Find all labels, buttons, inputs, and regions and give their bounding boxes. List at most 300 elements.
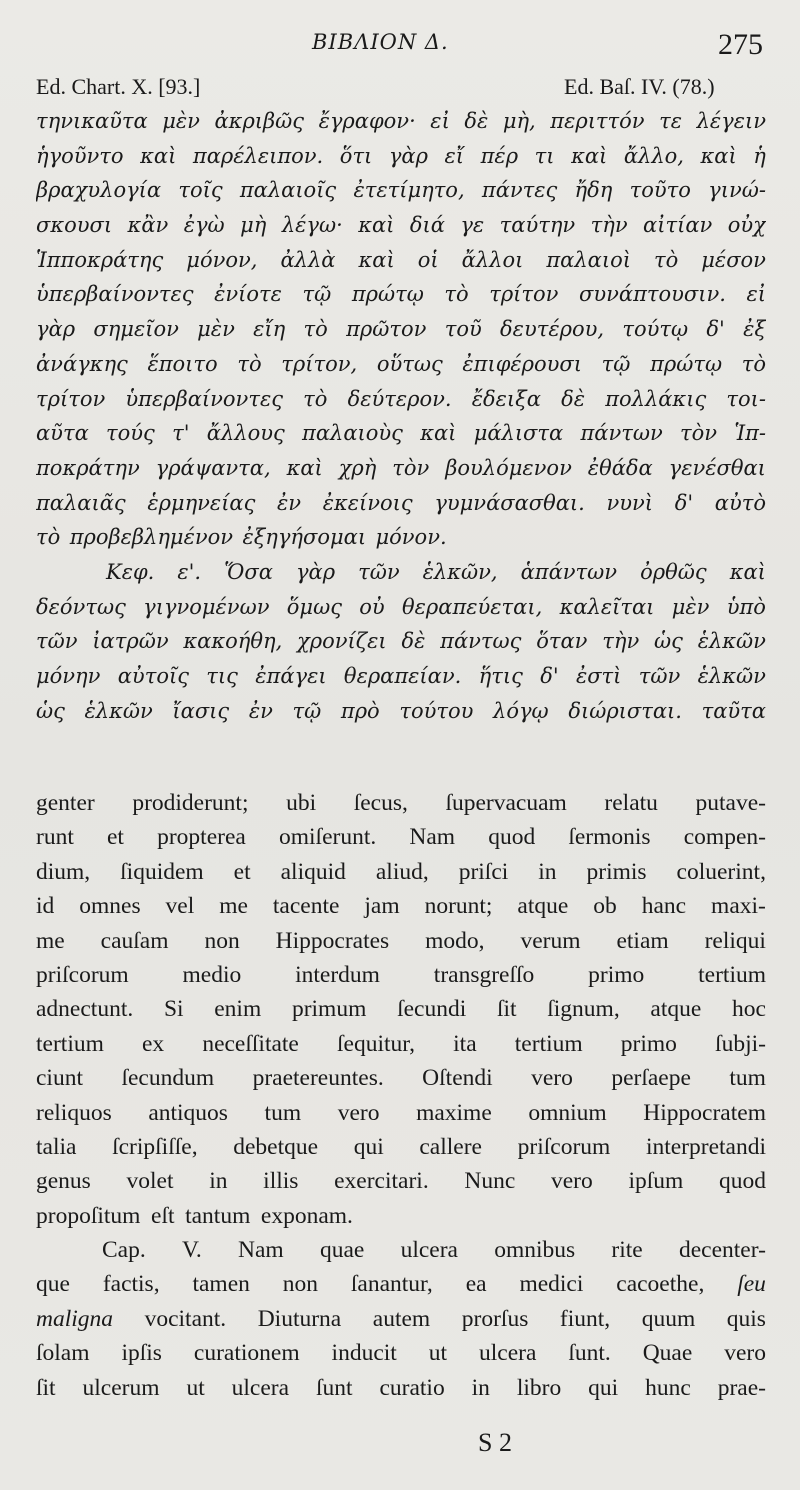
- word: ita: [453, 1030, 477, 1057]
- word: οὐχ: [727, 213, 766, 238]
- word: ταῦτα: [701, 698, 766, 723]
- word: ſit: [36, 1374, 56, 1401]
- word: ὡς: [654, 629, 683, 654]
- text-line: [36, 277, 766, 312]
- word: vocitant.: [144, 1305, 227, 1332]
- word: ἐνίοτε: [214, 282, 282, 307]
- word: ἑλκῶν: [697, 664, 766, 688]
- word: qui: [588, 1374, 619, 1401]
- text-line: [36, 1336, 766, 1370]
- word: quis: [726, 1305, 766, 1332]
- word: ſcripſiſſe,: [112, 1133, 198, 1160]
- word: ἄλλους: [206, 421, 285, 446]
- word: ἴασις: [172, 698, 230, 723]
- word: χρὴ: [338, 455, 377, 480]
- word: priſci: [458, 858, 509, 885]
- word: ποκράτην: [36, 455, 140, 480]
- word: εἴη: [253, 317, 286, 342]
- text-line: [36, 1302, 766, 1336]
- word: interdum: [295, 961, 380, 988]
- edition-reference-basel: Ed. Baſ. IV. (78.): [564, 74, 715, 99]
- text-line: [36, 1233, 766, 1267]
- word: εἴ: [444, 143, 465, 168]
- word: βραχυλογία: [36, 178, 162, 203]
- word: ἐπάγει: [255, 664, 327, 688]
- word: ex: [142, 1030, 165, 1057]
- word: γενέσθαι: [668, 455, 766, 480]
- word: ἐξ: [743, 317, 766, 342]
- word: νυνὶ: [606, 490, 654, 515]
- text-line: [36, 555, 766, 590]
- word: μάλιστα: [473, 421, 564, 446]
- word: et: [233, 858, 251, 885]
- word: Diuturna: [257, 1305, 342, 1332]
- word: Κεφ.: [106, 559, 155, 584]
- word: dium,: [36, 858, 91, 885]
- word: debetque: [233, 1133, 319, 1160]
- word: τοῦτο: [629, 178, 691, 203]
- word: εἰ: [746, 282, 766, 307]
- word: compen-: [683, 824, 766, 851]
- word: vel: [165, 893, 195, 920]
- word: reliquos: [36, 1099, 112, 1126]
- word: ἐστὶ: [575, 664, 622, 688]
- word: αὐτοῖς: [117, 664, 189, 688]
- word: quum: [641, 1305, 696, 1332]
- word: Quae: [642, 1340, 693, 1367]
- word: propterea: [157, 824, 246, 851]
- word: non: [204, 927, 240, 954]
- word: τρίτον,: [281, 351, 358, 376]
- word: ſolam: [36, 1340, 90, 1367]
- word: αἰτίαν: [643, 213, 713, 238]
- word: tum: [264, 1099, 302, 1126]
- word: maxime: [416, 1099, 492, 1126]
- word: exponam.: [260, 1202, 353, 1229]
- word: vero: [551, 1168, 593, 1195]
- text-line: [36, 1164, 766, 1198]
- word: τῶν: [36, 629, 78, 654]
- word: factis,: [102, 1271, 160, 1298]
- word: βουλόμενον: [445, 455, 572, 480]
- text-line: [36, 659, 766, 694]
- word: aliud,: [375, 858, 429, 885]
- word: omnes: [79, 893, 141, 920]
- word: παρέλειπον.: [192, 143, 324, 168]
- word: me: [36, 927, 65, 954]
- word: omnibus: [494, 1237, 576, 1264]
- word: ἐν: [248, 698, 273, 723]
- signature-mark: S 2: [478, 1428, 512, 1457]
- word: κακοήθη,: [183, 629, 283, 654]
- word: talia: [36, 1133, 77, 1160]
- word: ἀλλὰ: [280, 247, 336, 272]
- running-title: BIBΛΙΟΝ Δ.: [312, 30, 449, 54]
- word: rite: [611, 1237, 643, 1264]
- word: τὴν: [590, 213, 628, 238]
- word: πάντως: [440, 629, 522, 654]
- word: Si: [163, 996, 184, 1023]
- word: maxi-: [711, 893, 766, 920]
- word: priſcorum: [36, 961, 129, 988]
- word: δ': [674, 490, 694, 515]
- word: ἐκείνοις: [322, 490, 413, 515]
- word: αὐτὸ: [714, 490, 766, 515]
- word: λέγω·: [281, 213, 343, 238]
- word: οἱ: [417, 247, 439, 272]
- text-line: [36, 347, 766, 382]
- word: καλεῖται: [559, 594, 655, 619]
- word: μὴ,: [502, 109, 536, 133]
- word: ε'.: [177, 559, 202, 584]
- word: prae-: [717, 1374, 766, 1401]
- word: ea: [465, 1271, 487, 1298]
- word: medio: [182, 961, 242, 988]
- word: que: [36, 1271, 70, 1298]
- word: ſequitur,: [337, 1030, 416, 1057]
- word: ἁπάντων: [520, 559, 618, 584]
- word: quod: [488, 824, 536, 851]
- word: ὀρθῶς: [640, 559, 707, 584]
- text-line: [36, 416, 766, 451]
- word: illis: [263, 1168, 299, 1195]
- word: non: [282, 1271, 318, 1298]
- word: πρὸ: [340, 698, 380, 723]
- word: οὕτως: [376, 351, 443, 376]
- text-line: [36, 243, 766, 278]
- word: τε: [659, 109, 683, 133]
- word: quae: [319, 1237, 365, 1264]
- word: διώρισται.: [568, 698, 682, 723]
- word: tertium: [36, 1030, 104, 1057]
- word: ſunt: [315, 1374, 353, 1401]
- word: τ': [172, 421, 190, 446]
- word: ulcera: [231, 1374, 290, 1401]
- text-line: [36, 173, 766, 208]
- word: runt: [36, 824, 74, 851]
- word: δευτέρου,: [500, 317, 605, 342]
- word: et: [107, 824, 124, 851]
- text-line: [36, 486, 766, 521]
- edition-reference-chartier: Ed. Chart. X. [93.]: [36, 74, 201, 99]
- word: fiunt,: [559, 1305, 611, 1332]
- text-line: [36, 520, 766, 555]
- word: Hippocratem: [643, 1099, 766, 1126]
- word: τὸ: [653, 247, 679, 272]
- word: ut: [428, 1340, 448, 1367]
- word: cauſam: [100, 927, 169, 954]
- word: ἄλλοι: [461, 247, 524, 272]
- text-line: [36, 1267, 766, 1301]
- word: λέγειν: [696, 109, 766, 133]
- word: ἐτετίμητο,: [353, 178, 465, 203]
- word: Ἱπ-: [734, 421, 766, 446]
- word: ſecundi: [397, 996, 467, 1023]
- word: ſignum,: [547, 996, 620, 1023]
- word: καὶ: [571, 143, 608, 168]
- running-head: [0, 28, 800, 68]
- word: atque: [517, 893, 569, 920]
- word: συνάπτουσιν.: [579, 282, 726, 307]
- word: πέρ: [480, 143, 519, 168]
- word: putave-: [695, 790, 766, 816]
- text-line: [36, 924, 766, 958]
- text-line: [36, 694, 766, 729]
- word: τὸν: [392, 455, 430, 480]
- word: τοῖς: [178, 178, 223, 203]
- word: enim: [214, 996, 262, 1023]
- word: ὑπερβαίνοντες: [36, 282, 194, 307]
- word: norunt;: [424, 893, 493, 920]
- word: ſunt.: [568, 1340, 611, 1367]
- text-line: [36, 624, 766, 659]
- word: δ': [540, 664, 559, 688]
- word: ὅτι: [339, 143, 373, 168]
- text-line: [36, 992, 766, 1026]
- word: τούτου: [399, 698, 474, 723]
- word: καὶ: [286, 455, 323, 480]
- word: atque: [650, 996, 702, 1023]
- word: ut: [186, 1374, 205, 1401]
- word: σκουσι: [36, 213, 113, 238]
- word: ulcera: [400, 1237, 458, 1264]
- word: ἐξηγήσομαι: [242, 525, 367, 550]
- word: περιττόν: [550, 109, 645, 133]
- word: genter: [36, 790, 95, 816]
- word: ἐπιφέρουσι: [462, 351, 582, 376]
- word: callere: [419, 1133, 482, 1160]
- word: etiam: [616, 927, 669, 954]
- word: γε: [460, 213, 485, 238]
- word: καὶ: [420, 421, 457, 446]
- word: δεόντως: [36, 594, 126, 619]
- word: πρῶτον: [346, 317, 427, 342]
- word: θεραπεύεται,: [402, 594, 543, 619]
- word: θεραπείαν.: [343, 664, 462, 688]
- word: ἐγὼ: [183, 213, 225, 238]
- word: μὴ: [240, 213, 267, 238]
- word: διά: [409, 213, 445, 238]
- word: δὲ: [401, 629, 426, 654]
- word: καὶ: [729, 559, 766, 584]
- word: ὅταν: [536, 629, 588, 654]
- word: Cap.: [102, 1237, 146, 1264]
- word: in: [538, 858, 557, 885]
- word: πολλάκις: [605, 386, 707, 411]
- word: reliqui: [704, 927, 766, 954]
- text-line: [36, 958, 766, 992]
- word: γιγνομένων: [143, 594, 270, 619]
- word: quod: [718, 1168, 766, 1195]
- text-line: [36, 139, 766, 174]
- word: γυμνάσασθαι.: [434, 490, 585, 515]
- word: ulcerum: [82, 1374, 160, 1401]
- word: τῶν: [638, 664, 681, 688]
- word: maligna: [36, 1305, 114, 1332]
- word: τούς: [106, 421, 155, 446]
- word: qui: [353, 1133, 384, 1160]
- word: μὲν: [162, 109, 200, 133]
- word: τὸ: [444, 282, 469, 307]
- word: ob: [593, 893, 617, 920]
- word: τῷ: [302, 282, 332, 307]
- word: τι: [534, 143, 555, 168]
- word: τῷ: [292, 698, 322, 723]
- word: ſermonis: [568, 824, 651, 851]
- word: Oſtendi: [422, 1065, 493, 1092]
- word: primo: [620, 1030, 677, 1057]
- word: παλαιοὶ: [546, 247, 631, 272]
- word: δὲ: [464, 109, 489, 133]
- word: ἤδη: [574, 178, 613, 203]
- word: ἑρμηνείας: [147, 490, 256, 515]
- word: id: [36, 893, 55, 920]
- word: libro: [516, 1374, 562, 1401]
- page-number: 275: [718, 28, 763, 61]
- word: ἡγοῦντο: [36, 143, 124, 168]
- word: primo: [588, 961, 645, 988]
- word: ἑλκῶν: [697, 629, 766, 654]
- word: καὶ: [700, 143, 737, 168]
- word: πάντες: [481, 178, 558, 203]
- word: τῷ: [601, 351, 631, 376]
- word: aliquid: [280, 858, 346, 885]
- word: τρίτον: [489, 282, 559, 307]
- word: γράψαντα,: [155, 455, 271, 480]
- word: hoc: [732, 996, 766, 1023]
- word: antiquos: [148, 1099, 228, 1126]
- word: εἰ: [430, 109, 450, 133]
- word: ulcera: [478, 1340, 537, 1367]
- word: vero: [531, 1065, 573, 1092]
- word: σημεῖον: [93, 317, 179, 342]
- text-line: [36, 1371, 766, 1405]
- word: interpretandi: [645, 1133, 766, 1160]
- word: ἰατρῶν: [92, 629, 169, 654]
- text-line: [36, 208, 766, 243]
- word: ſit: [496, 996, 517, 1023]
- text-line: [36, 786, 766, 820]
- word: τὴν: [602, 629, 640, 654]
- word: omiſerunt.: [278, 824, 377, 851]
- word: curationem: [193, 1340, 300, 1367]
- word: relatu: [604, 790, 658, 816]
- word: ipſis: [121, 1340, 162, 1367]
- text-line: [36, 1130, 766, 1164]
- word: τις: [206, 664, 238, 688]
- word: γινώ-: [708, 178, 766, 203]
- word: ταύτην: [499, 213, 576, 238]
- word: propoſitum: [36, 1202, 141, 1229]
- word: praetereuntes.: [252, 1065, 384, 1092]
- word: τούτῳ: [622, 317, 689, 342]
- word: ſeu: [737, 1271, 766, 1298]
- word: in: [209, 1168, 228, 1195]
- word: πάντων: [580, 421, 663, 446]
- text-line: [36, 104, 766, 139]
- word: γὰρ: [295, 559, 336, 584]
- word: Nam: [409, 824, 456, 851]
- word: ἐθάδα: [587, 455, 653, 480]
- word: δεύτερον.: [347, 386, 452, 411]
- greek-text-block: [36, 104, 766, 728]
- word: ἥτις: [478, 664, 523, 688]
- word: τὸ: [303, 317, 328, 342]
- word: ἔδειξα: [471, 386, 541, 411]
- text-line: [36, 1096, 766, 1130]
- text-line: [36, 1061, 766, 1095]
- word: Ὅσα: [224, 559, 273, 584]
- word: καὶ: [358, 213, 395, 238]
- word: τὸν: [680, 421, 718, 446]
- word: exercitari.: [334, 1168, 429, 1195]
- word: adnectunt.: [36, 996, 134, 1023]
- word: Nunc: [464, 1168, 516, 1195]
- word: τοῦ: [444, 317, 482, 342]
- word: priſcorum: [517, 1133, 611, 1160]
- latin-text-block: [36, 786, 766, 1405]
- word: verum: [520, 927, 581, 954]
- text-line: [36, 1199, 766, 1233]
- word: ἀκριβῶς: [214, 109, 305, 133]
- word: ἄλλο,: [623, 143, 684, 168]
- word: curatio: [379, 1374, 445, 1401]
- text-line: [36, 590, 766, 625]
- word: τρίτον: [36, 386, 106, 411]
- word: tacente: [272, 893, 340, 920]
- word: prodiderunt;: [132, 790, 249, 816]
- text-line: [36, 820, 766, 854]
- word: medici: [519, 1271, 584, 1298]
- word: ſubji-: [715, 1030, 766, 1057]
- word: δὲ: [561, 386, 586, 411]
- word: primum: [291, 996, 367, 1023]
- text-line: [36, 855, 766, 889]
- word: eſt: [151, 1202, 175, 1229]
- word: γὰρ: [36, 317, 76, 342]
- word: προβεβλημένον: [69, 525, 234, 550]
- word: τὸ: [303, 386, 328, 411]
- word: χρονίζει: [297, 629, 387, 654]
- word: Nam: [238, 1237, 284, 1264]
- word: πρώτῳ: [351, 282, 424, 307]
- text-line: [36, 889, 766, 923]
- word: λόγῳ: [493, 698, 549, 723]
- word: αῦτα: [36, 421, 89, 446]
- word: ἑλκῶν: [84, 698, 153, 723]
- word: μὲν: [197, 317, 235, 342]
- word: vero: [337, 1099, 380, 1126]
- word: τὸ: [237, 351, 262, 376]
- word: ipſum: [628, 1168, 684, 1195]
- word: tamen: [192, 1271, 250, 1298]
- word: τοι-: [726, 386, 766, 411]
- word: volet: [126, 1168, 174, 1195]
- word: τὸ: [36, 525, 61, 550]
- word: μόνην: [36, 664, 101, 688]
- word: vero: [724, 1340, 766, 1367]
- word: modo,: [425, 927, 485, 954]
- text-line: [36, 382, 766, 417]
- word: παλαιᾶς: [36, 490, 126, 515]
- word: neceſſitate: [202, 1030, 299, 1057]
- word: δ': [706, 317, 725, 342]
- word: tum: [729, 1065, 766, 1092]
- word: prorſus: [461, 1305, 529, 1332]
- word: ἡ: [753, 143, 766, 168]
- word: genus: [36, 1168, 91, 1195]
- word: μὲν: [671, 594, 710, 619]
